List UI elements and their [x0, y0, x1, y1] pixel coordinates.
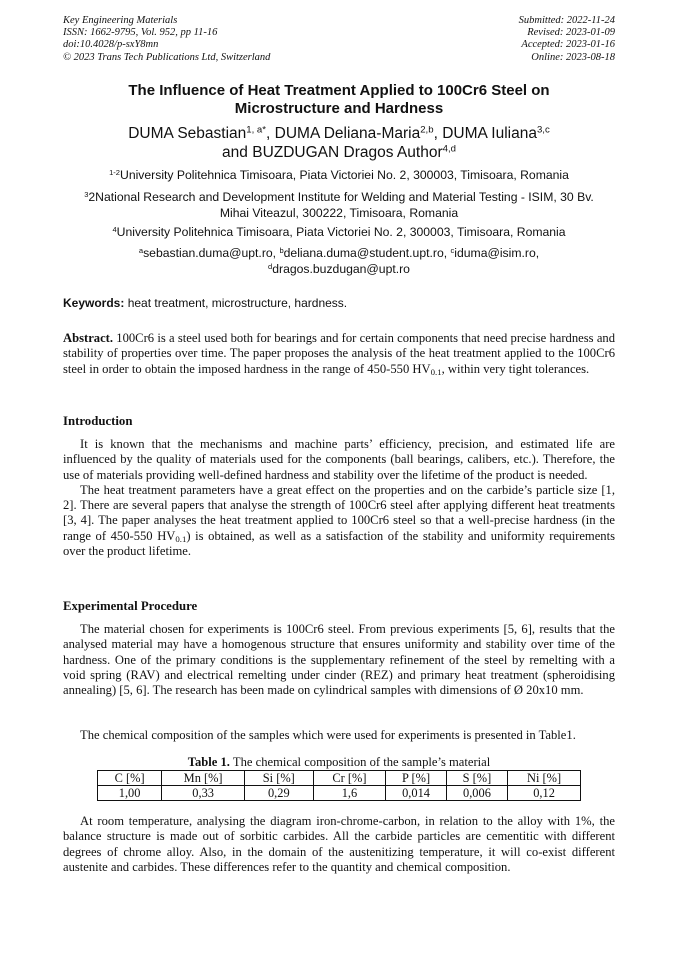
journal-info — [63, 15, 270, 64]
table-header-cell: S [%] — [446, 771, 507, 786]
introduction-paragraph-1: It is known that the mechanisms and machine parts’ efficiency, precision, and estimated life are influenced by the quality of materials used for the components (ball bearings, calibers, etc.). Therefore, the use of materials providing well-defined hardness and stability over the lifetime of the product is needed. — [63, 437, 615, 482]
email-a: sebastian.duma@upt.ro, — [143, 246, 280, 260]
author-emails — [63, 246, 615, 277]
section-heading-experimental: Experimental Procedure — [63, 599, 198, 613]
author-2-sup: 2,b — [420, 124, 434, 136]
title-line-1: The Influence of Heat Treatment Applied to 100Cr6 Steel on — [128, 82, 550, 99]
journal-copyright: © 2023 Trans Tech Publications Ltd, Switzerland — [63, 51, 271, 63]
table-header-row — [98, 771, 581, 786]
author-2: DUMA Deliana-Maria — [274, 125, 421, 142]
author-4-sup: 4,d — [442, 143, 456, 155]
affiliation-3-sup: 4 — [112, 224, 117, 234]
date-online: Online: 2023-08-18 — [531, 51, 615, 63]
email-b-sup: b — [279, 245, 284, 255]
title-line-2: Microstructure and Hardness — [234, 100, 444, 117]
affiliation-3 — [63, 225, 615, 241]
date-accepted: Accepted: 2023-01-16 — [521, 39, 615, 51]
table-cell: 0,006 — [446, 786, 507, 801]
affiliation-2-sup: 3 — [84, 189, 89, 199]
journal-name: Key Engineering Materials — [63, 15, 178, 26]
journal-doi: doi:10.4028/p-sxY8mn — [63, 39, 159, 51]
abstract-text: 100Cr6 is a steel used both for bearings and for certain components that need precise hardness and stability of properties over time. The paper proposes the analysis of the heat treatment applied to the 100Cr6 steel in order to obtain the imposed hardness in the range of 450-550 HV — [63, 331, 615, 376]
date-revised: Revised: 2023-01-09 — [527, 27, 615, 39]
table-cell: 1,00 — [98, 786, 162, 801]
abstract-tail: , within very tight tolerances. — [441, 361, 590, 376]
table-caption — [63, 755, 615, 769]
affiliation-1-text: University Politehnica Timisoara, Piata Victoriei No. 2, 300003, Timisoara, Romania — [120, 168, 569, 182]
table-header-cell: Ni [%] — [508, 771, 581, 786]
email-c-sup: c — [450, 245, 455, 255]
author-1-sup: 1, a* — [246, 124, 267, 136]
table-header-cell: Si [%] — [245, 771, 314, 786]
paper-title — [63, 82, 615, 118]
author-3: DUMA Iuliana — [442, 125, 537, 142]
author-conjunction: and — [222, 144, 248, 161]
table-cell: 0,014 — [386, 786, 446, 801]
table-cell: 0,12 — [508, 786, 581, 801]
author-4: BUZDUGAN Dragos Author — [252, 144, 443, 161]
table-row — [98, 786, 581, 801]
affiliation-2-text-cont: Mihai Viteazul, 300222, Timisoara, Romania — [219, 205, 459, 220]
experimental-paragraph-3 — [63, 814, 615, 875]
abstract-sub: 0.1 — [430, 366, 442, 377]
section-heading-introduction: Introduction — [63, 414, 133, 428]
journal-issn: ISSN: 1662-9795, Vol. 952, pp 11-16 — [63, 27, 218, 39]
email-b: deliana.duma@student.upt.ro, — [283, 246, 451, 260]
table-header-cell: Mn [%] — [162, 771, 245, 786]
table-header-cell: P [%] — [386, 771, 446, 786]
email-a-sup: a — [138, 245, 144, 255]
experimental-paragraph-1 — [63, 622, 615, 698]
table-header-cell: Cr [%] — [313, 771, 386, 786]
abstract — [63, 331, 615, 377]
introduction-paragraph-2-text: The heat treatment parameters have a great effect on the properties and on the carbide’s particle size [1, 2]. There are several papers that analyse the strength of 100Cr6 steel after applying different heat treatments [3, 4]. The paper analyses the heat treatment applied to 100Cr6 steel so that a well-precise hardness (in the range of 450-550 HV — [63, 482, 615, 543]
experimental-paragraph-3-text: At room temperature, analysing the diagram iron-chrome-carbon, in relation to the alloy with 1%, the balance structure is made out of sorbitic carbides. All the carbide particles are cementitic with different degrees of chrome alloy. Also, in the domain of the austenitizing temperature, it will co-exist different austenite and carbides. These differences refer to the quantity and chemical composition. — [63, 814, 615, 874]
table-cell: 0,33 — [162, 786, 245, 801]
experimental-paragraph-2-text: The chemical composition of the samples which were used for experiments is presented in Table1. — [80, 728, 576, 742]
author-1: DUMA Sebastian — [128, 125, 247, 142]
introduction-paragraph-2 — [63, 483, 615, 559]
affiliation-2-text: 2National Research and Development Institute for Welding and Material Testing - ISIM, 30 Bv. — [88, 190, 594, 204]
chemical-composition-table — [97, 770, 581, 801]
keywords-text: heat treatment, microstructure, hardness. — [124, 296, 348, 310]
introduction-paragraph-2-tail: ) is obtained, as well as a satisfaction of the stability and uniformity requirements over the product lifetime. — [63, 528, 615, 559]
experimental-paragraph-1-text: The material chosen for experiments is 100Cr6 steel. From previous experiments [5, 6], results that the analysed material may have a homogenous structure that ensures uniformity and stability over time of the hardness. One of the primary conditions is the supplementary refinement of the steel by remelting with a void spring (RAV) and electrical remelting under cinder (REZ) and primary heat treatment (spheroidising annealing) [5, 6]. The research has been made on cylindrical samples with dimensions of Ø 20x10 mm. — [63, 622, 615, 698]
table-caption-label: Table 1. — [187, 755, 230, 769]
table-cell: 0,29 — [245, 786, 314, 801]
introduction-body — [63, 437, 615, 559]
author-list: DUMA Sebastian$^{1, a*}$, DUMA Deliana-Maria$^{2,b}$, DUMA Iuliana$^{3,c}$ and BUZDUGAN Dragos Author$^{4,d}$ — [128, 124, 550, 161]
introduction-paragraph-2-sub: 0.1 — [175, 533, 187, 544]
submission-dates — [519, 15, 615, 64]
date-submitted: Submitted: 2022-11-24 — [518, 15, 615, 26]
table-header-cell: C [%] — [98, 771, 162, 786]
table-cell: 1,6 — [313, 786, 386, 801]
author-3-sup: 3,c — [536, 124, 550, 136]
affiliation-3-text: University Politehnica Timisoara, Piata Victoriei No. 2, 300003, Timisoara, Romania — [116, 225, 566, 239]
abstract-label: Abstract. — [63, 331, 114, 345]
email-d-sup: d — [268, 261, 273, 271]
table-caption-text: The chemical composition of the sample’s material — [229, 755, 491, 769]
keywords-label: Keywords: — [63, 296, 125, 310]
email-d: dragos.buzdugan@upt.ro — [272, 261, 410, 276]
affiliation-1-sup: 1-2 — [109, 167, 121, 177]
keywords — [63, 296, 615, 311]
email-c: iduma@isim.ro, — [454, 246, 540, 260]
affiliation-1 — [63, 168, 615, 184]
affiliation-2 — [63, 190, 615, 221]
experimental-paragraph-2 — [63, 728, 615, 743]
